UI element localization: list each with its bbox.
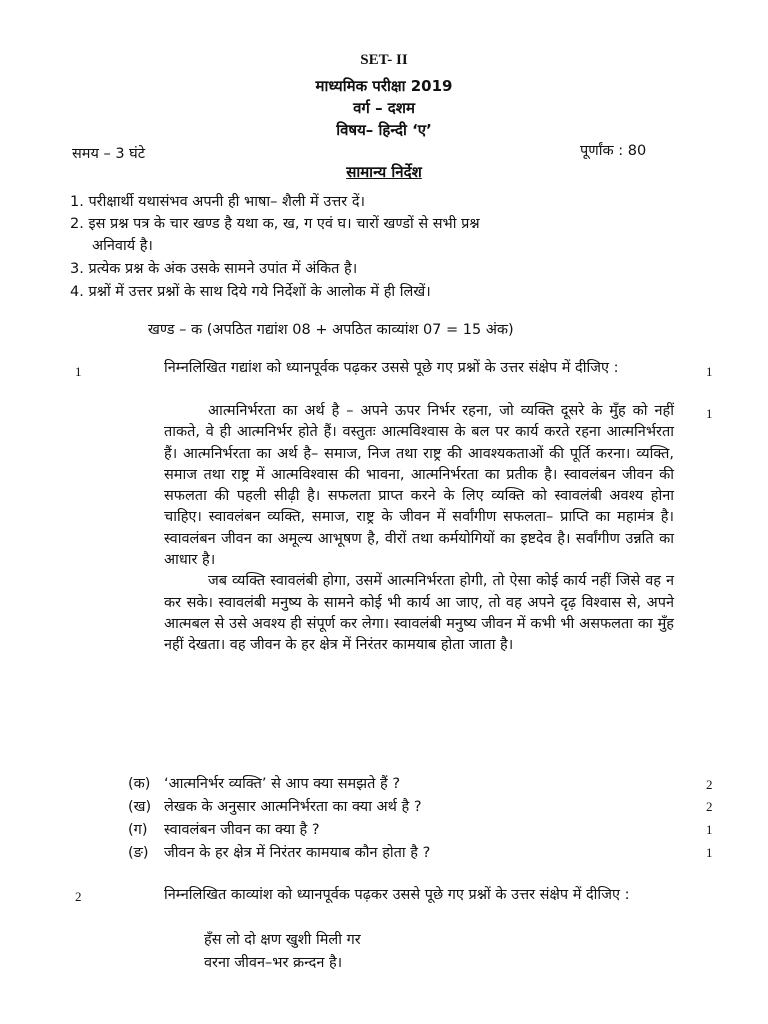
instruction-4: 4. प्रश्नों में उत्तर प्रश्नों के साथ दिये गये निर्देशों के आलोक में ही लिखें। bbox=[70, 284, 431, 300]
class-label: वर्ग – दशम bbox=[353, 99, 415, 117]
subquestion-label: (ख) bbox=[128, 799, 152, 815]
question-1-prompt: निम्नलिखित गद्यांश को ध्यानपूर्वक पढ़कर उससे पूछे गए प्रश्नों के उत्तर संक्षेप में दीजिए : bbox=[164, 360, 619, 376]
section-a-heading: खण्ड – क (अपठित गद्यांश 08 + अपठित काव्यांश 07 = 15 अंक) bbox=[148, 322, 514, 338]
subquestion-marks: 1 bbox=[706, 845, 713, 860]
poem-line-2: वरना जीवन–भर क्रन्दन है। bbox=[204, 955, 343, 971]
passage-paragraph-1: आत्मनिर्भरता का अर्थ है – अपने ऊपर निर्भर रहना, जो व्यक्ति दूसरे के मुँह को नहीं ताकते, वे ही आत्मनिर्भर होते हैं। वस्तुतः आत्मविश्वास के बल पर कार्य करते रहना आत्मनिर्भरता हैं। आत्मनिर्भरता का अर्थ है– समाज, निज तथा राष्ट्र की आवश्यकताओं की पूर्ति करना। व्यक्ति, समाज तथा राष्ट्र में आत्मविश्वास की भावना, आत्मनिर्भरता का प्रतीक है। स्वावलंबन जीवन की सफलता की पहली सीढ़ी है। सफलता प्राप्त करने के लिए व्यक्ति को स्वावलंबी अवश्य होना चाहिए। स्वावलंबन व्यक्ति, समाज, राष्ट्र के जीवन में सर्वांगीण सफलता– प्राप्ति का महामंत्र है। स्वावलंबन जीवन का अमूल्य आभूषण है, वीरों तथा कर्मयोगियों का इष्टदेव है। सर्वांगीण उन्नति का आधार है। bbox=[164, 403, 674, 569]
question-1-marks: 1 bbox=[706, 364, 713, 379]
question-1-number: 1 bbox=[75, 364, 82, 379]
exam-title: माध्यमिक परीक्षा 2019 bbox=[315, 77, 453, 95]
subquestion-marks: 2 bbox=[706, 799, 713, 814]
subquestion-label: (ङ) bbox=[128, 845, 149, 861]
subquestion-label: (ग) bbox=[128, 822, 148, 838]
subquestion-marks: 2 bbox=[706, 777, 713, 792]
max-marks-label: पूर्णांक : 80 bbox=[580, 143, 647, 159]
subquestion-label: (क) bbox=[128, 776, 151, 792]
subquestion-text: जीवन के हर क्षेत्र में निरंतर कामयाब कौन होता है ? bbox=[164, 845, 431, 861]
poem-line-1: हँस लो दो क्षण खुशी मिली गर bbox=[204, 932, 361, 948]
instruction-2-cont: अनिवार्य है। bbox=[92, 238, 153, 254]
time-label: समय – 3 घंटे bbox=[72, 146, 146, 162]
subquestion-text: स्वावलंबन जीवन का क्या है ? bbox=[164, 822, 320, 838]
set-label: SET- II bbox=[360, 52, 408, 68]
question-1-passage bbox=[164, 401, 674, 657]
instruction-1: 1. परीक्षार्थी यथासंभव अपनी ही भाषा– शैली में उत्तर दें। bbox=[70, 194, 366, 210]
question-2-number: 2 bbox=[75, 889, 82, 904]
subquestion-marks: 1 bbox=[706, 822, 713, 837]
question-2-prompt: निम्नलिखित काव्यांश को ध्यानपूर्वक पढ़कर उससे पूछे गए प्रश्नों के उत्तर संक्षेप में दीजिए : bbox=[164, 887, 630, 903]
instruction-3: 3. प्रत्येक प्रश्न के अंक उसके सामने उपांत में अंकित है। bbox=[70, 261, 358, 277]
instructions-title: सामान्य निर्देश bbox=[346, 163, 422, 181]
subject-label: विषय– हिन्दी ‘ए’ bbox=[336, 121, 432, 139]
question-1-passage-marks: 1 bbox=[706, 406, 713, 421]
passage-paragraph-2: जब व्यक्ति स्वावलंबी होगा, उसमें आत्मनिर्भरता होगी, तो ऐसा कोई कार्य नहीं जिसे वह न कर सके। स्वावलंबी मनुष्य के सामने कोई भी कार्य आ जाए, तो वह अपने दृढ़ विश्वास से, अपने आत्मबल से उसे अवश्य ही संपूर्ण कर लेगा। स्वावलंबी मनुष्य जीवन में कभी भी असफलता का मुँह नहीं देखता। वह जीवन के हर क्षेत्र में निरंतर कामयाब होता जाता है। bbox=[164, 573, 674, 654]
subquestion-text: ‘आत्मनिर्भर व्यक्ति’ से आप क्या समझते हैं ? bbox=[164, 776, 401, 792]
subquestion-text: लेखक के अनुसार आत्मनिर्भरता का क्या अर्थ है ? bbox=[164, 799, 422, 815]
instruction-2: 2. इस प्रश्न पत्र के चार खण्ड है यथा क, ख, ग एवं घ। चारों खण्डों से सभी प्रश्न bbox=[70, 216, 480, 232]
